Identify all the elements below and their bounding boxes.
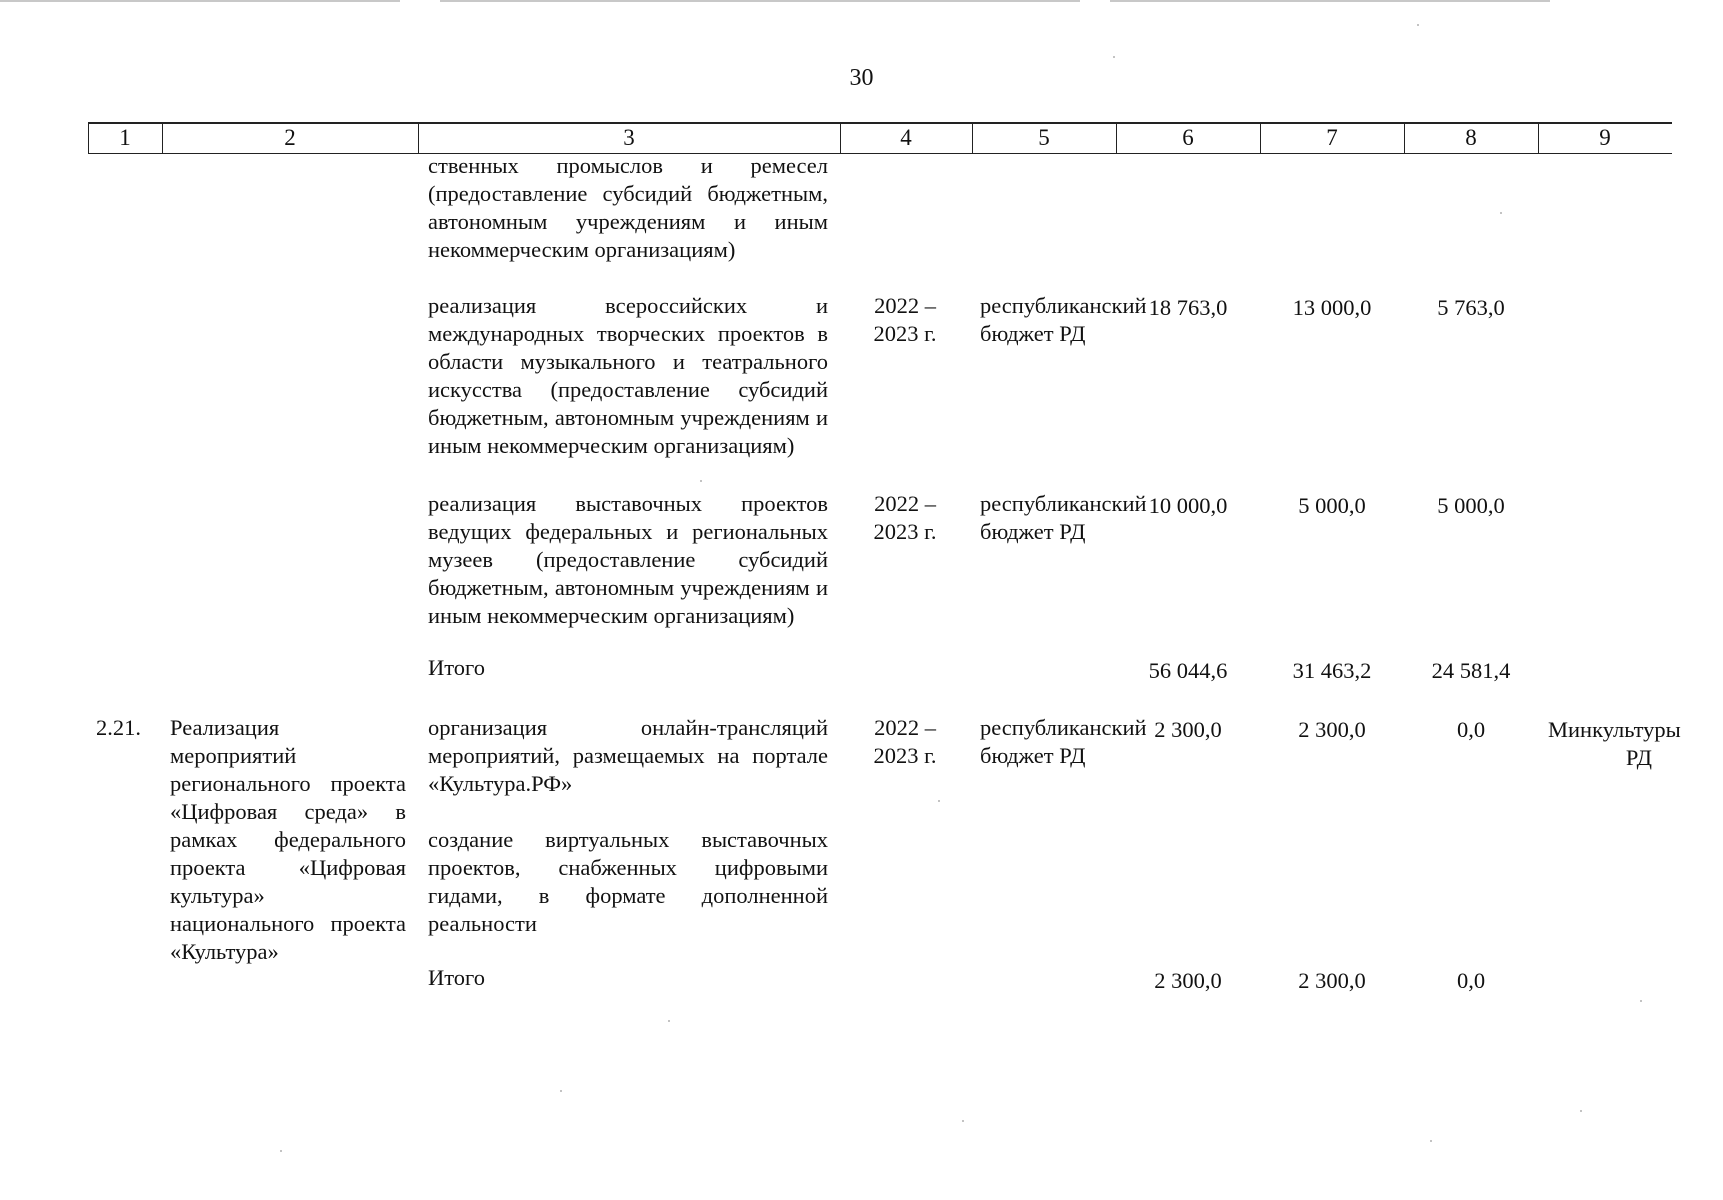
page-number: 30 [849, 65, 874, 91]
scan-speck [280, 1150, 282, 1152]
subtotal-2-2023: 0,0 [1456, 968, 1486, 993]
row-exhibitions-description: реализация выставочных проектов ведущих федеральных и региональных музеев (предоставление субсидий бюджетным, автономным учреждениям и иным некоммерческим организациям) [428, 491, 828, 628]
scan-speck [1500, 212, 1502, 214]
subtotal-2-total: 2 300,0 [1154, 968, 1222, 993]
header-col-7: 7 [1326, 125, 1338, 150]
header-col-2: 2 [284, 125, 296, 150]
scan-edge-right [1110, 0, 1550, 2]
row-creative-projects-description: реализация всероссийских и международных творческих проектов в области музыкального и театрального искусства (предоставление субсидий бюджетным, автономным учреждениям и иным некоммерческим организациям) [428, 293, 828, 458]
row-creative-projects-2023: 5 763,0 [1437, 295, 1505, 320]
header-col-4: 4 [900, 125, 912, 150]
row-exhibitions-period: 2022 – 2023 г. [873, 491, 937, 544]
scan-speck [700, 480, 702, 482]
header-col-9: 9 [1599, 125, 1611, 150]
scan-edge-middle [440, 0, 1080, 2]
row-2-21-description: организация онлайн-трансляций мероприятий, размещаемых на портале «Культура.РФ» [428, 715, 828, 796]
header-col-1: 1 [119, 125, 131, 150]
header-bottom-border [88, 153, 1672, 154]
subtotal-1-total: 56 044,6 [1148, 658, 1228, 683]
header-col-8: 8 [1465, 125, 1477, 150]
row-virtual-exhibitions-description: создание виртуальных выставочных проектов, снабженных цифровыми гидами, в формате дополненной реальности [428, 827, 828, 936]
scan-speck [1113, 56, 1115, 58]
header-col-3: 3 [623, 125, 635, 150]
row-exhibitions-source: республиканский бюджет РД [980, 491, 1147, 544]
row-2-21-2022: 2 300,0 [1298, 717, 1366, 742]
row-exhibitions-2023: 5 000,0 [1437, 493, 1505, 518]
row-exhibitions-2022: 5 000,0 [1298, 493, 1366, 518]
row-2-21-total: 2 300,0 [1154, 717, 1222, 742]
subtotal-1-2022: 31 463,2 [1292, 658, 1372, 683]
subtotal-1-2023: 24 581,4 [1431, 658, 1511, 683]
row-exhibitions-total: 10 000,0 [1148, 493, 1228, 518]
scan-speck [962, 1120, 964, 1122]
row-continued-description: ственных промыслов и ремесел (предоставление субсидий бюджетным, автономным учреждениям и иным некоммерческим организациям) [428, 153, 828, 262]
scan-speck [1580, 1110, 1582, 1112]
row-2-21-source: республиканский бюджет РД [980, 715, 1147, 768]
row-creative-projects-total: 18 763,0 [1148, 295, 1228, 320]
row-2-21-name: Реализация мероприятий регионального проекта «Цифровая среда» в рамках федерального проекта «Цифровая культура» национального проекта «Культура» [170, 715, 406, 964]
header-col-5: 5 [1038, 125, 1050, 150]
row-creative-projects-period: 2022 – 2023 г. [873, 293, 937, 346]
row-2-21-number: 2.21. [96, 715, 141, 740]
row-creative-projects-source: республиканский бюджет РД [980, 293, 1147, 346]
subtotal-1-label: Итого [428, 655, 485, 680]
row-2-21-executor: Минкультуры РД [1548, 717, 1681, 770]
scan-speck [560, 1090, 562, 1092]
scan-speck [668, 1020, 670, 1022]
scan-speck [1430, 1140, 1432, 1142]
row-2-21-2023: 0,0 [1456, 717, 1486, 742]
subtotal-2-2022: 2 300,0 [1298, 968, 1366, 993]
scan-speck [1417, 24, 1419, 26]
row-creative-projects-2022: 13 000,0 [1292, 295, 1372, 320]
subtotal-2-label: Итого [428, 965, 485, 990]
scan-speck [1640, 1000, 1642, 1002]
scan-edge-left [0, 0, 400, 2]
scan-speck [938, 800, 940, 802]
header-col-6: 6 [1182, 125, 1194, 150]
row-2-21-period: 2022 – 2023 г. [873, 715, 937, 768]
